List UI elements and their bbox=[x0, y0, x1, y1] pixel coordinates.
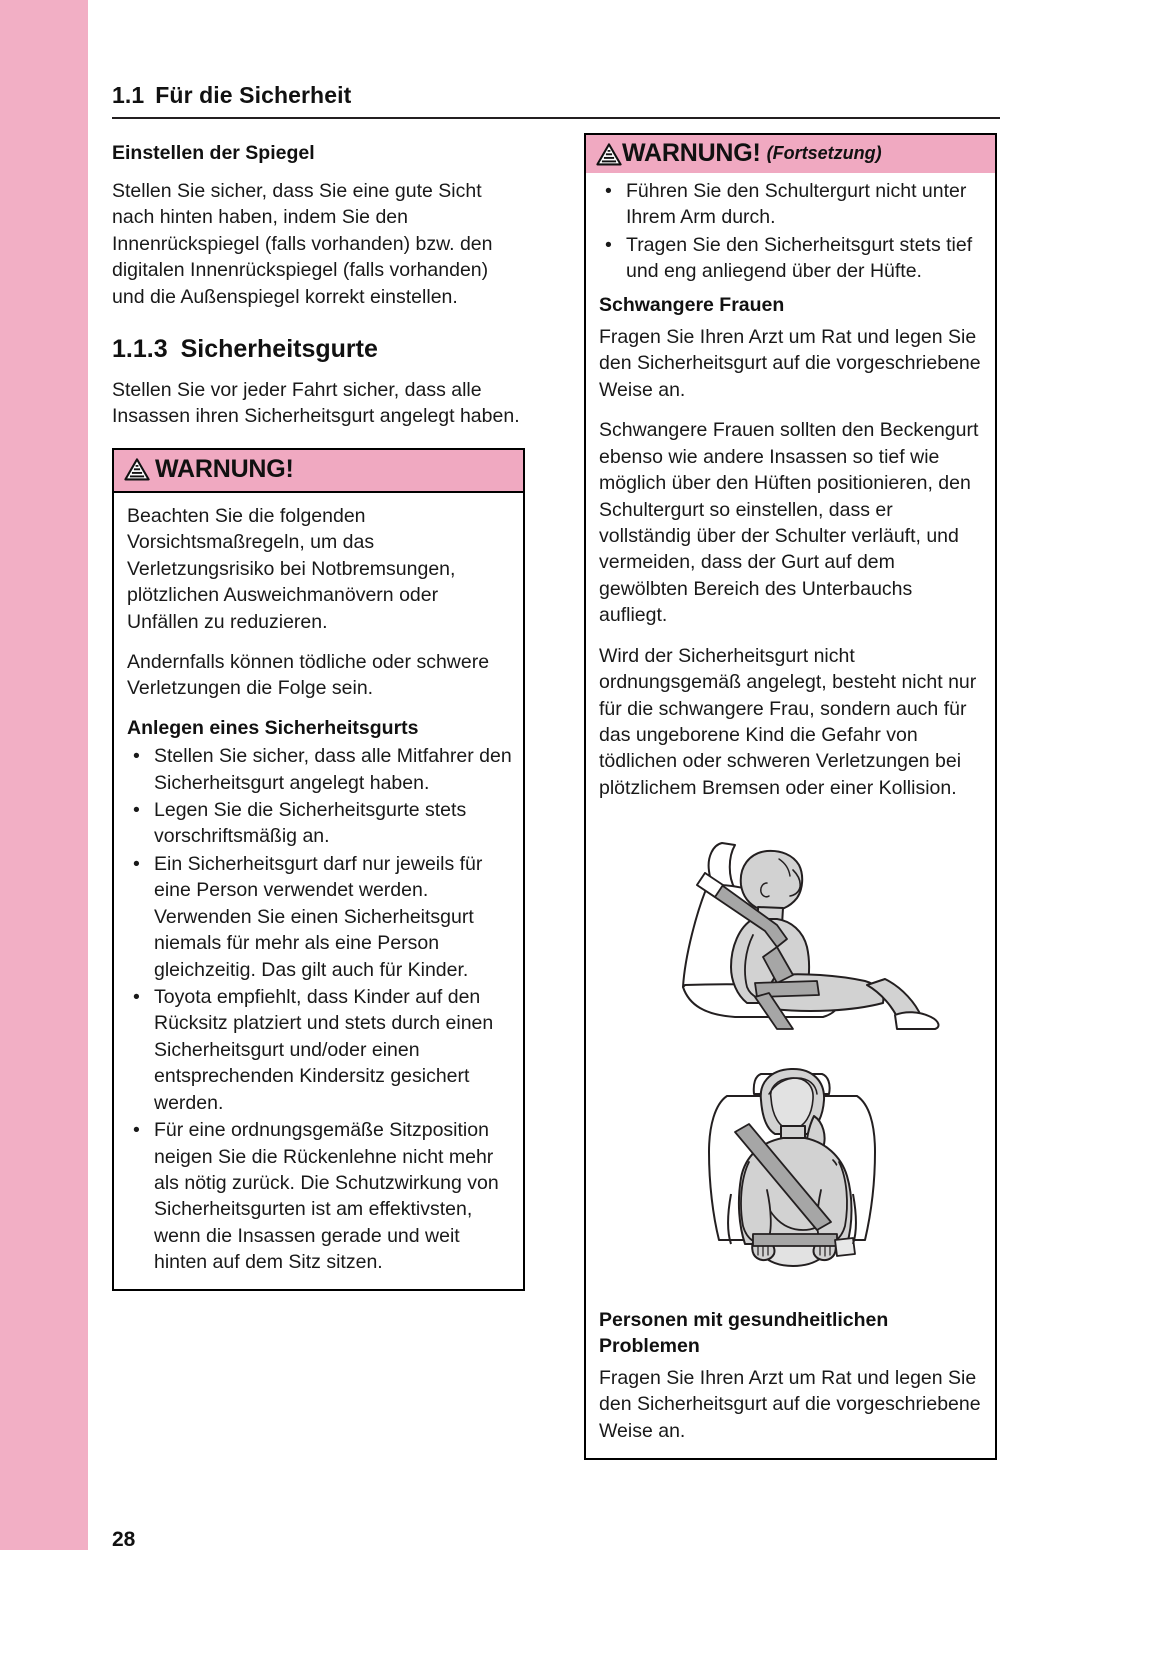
list-item-text: Führen Sie den Schultergurt nicht unter Ihrem Arm durch. bbox=[626, 180, 967, 229]
list-item bbox=[127, 984, 512, 1116]
list-item bbox=[127, 1117, 512, 1276]
bullet-marker: • bbox=[133, 799, 140, 822]
bullet-marker: • bbox=[133, 1119, 140, 1142]
pregnancy-paragraph: Schwangere Frauen sollten den Beckengurt ebenso wie andere Insassen so tief wie möglich über den Hüften positionieren, den Schultergurt so einstellen, dass er vollständig über der Schulter verläuft, und vermeiden, dass der Gurt auf dem gewölbten Bereich des Unterbauchs aufliegt. bbox=[599, 419, 979, 627]
bullet-marker: • bbox=[133, 986, 140, 1008]
list-item bbox=[127, 743, 512, 796]
list-item-text: Ein Sicherheitsgurt darf nur jeweils für eine Person verwendet werden. Verwenden Sie einen Sicherheitsgurt niemals für mehr als eine Person gleichzeitig. Das gilt auch für Kinder. bbox=[154, 852, 483, 981]
list-item bbox=[127, 797, 512, 850]
warning-continuation-label: (Fortsetzung) bbox=[766, 143, 882, 163]
chapter-title: Für die Sicherheit bbox=[155, 82, 352, 108]
pregnant-woman-with-seatbelt-illustration bbox=[599, 1044, 984, 1274]
list-item-text: Tragen Sie den Sicherheitsgurt stets tief und eng anliegend über der Hüfte. bbox=[626, 233, 973, 283]
bullet-marker: • bbox=[605, 180, 612, 202]
warning-triangle-icon bbox=[596, 142, 622, 166]
warning-box-content bbox=[114, 493, 523, 1289]
header-divider bbox=[112, 117, 1000, 119]
mirrors-subheading: Einstellen der Spiegel bbox=[112, 142, 315, 164]
bullet-marker: • bbox=[605, 233, 612, 256]
warning-paragraph: Andernfalls können tödliche oder schwere Verletzungen die Folge sein. bbox=[127, 651, 490, 700]
list-item bbox=[599, 232, 984, 285]
seatbelts-section-title: Sicherheitsgurte bbox=[180, 335, 378, 364]
warning-label: WARNUNG! bbox=[155, 454, 294, 483]
bullet-marker: • bbox=[133, 852, 140, 875]
left-column bbox=[112, 133, 525, 1291]
health-problems-heading: Personen mit gesundheitlichen Problemen bbox=[599, 1309, 889, 1357]
list-item-text: Legen Sie die Sicherheitsgurte stets vorschriftsmäßig an. bbox=[154, 799, 467, 848]
list-item-text: Für eine ordnungsgemäße Sitzposition neigen Sie die Rückenlehne nicht mehr als nötig zurück. Die Schutzwirkung von Sicherheitsgurten ist am effektivsten, wenn die Insassen gerade und weit hinten auf dem Sitz sitzen. bbox=[154, 1119, 499, 1274]
warning-list-heading: Anlegen eines Sicherheitsgurts bbox=[127, 716, 419, 739]
warning-continuation-content bbox=[586, 173, 995, 1458]
page-number: 28 bbox=[112, 1528, 136, 1551]
warning-box-continuation bbox=[584, 133, 997, 1460]
page-canvas bbox=[112, 0, 1112, 1653]
list-item bbox=[127, 851, 512, 983]
figure-spacer bbox=[599, 1274, 984, 1308]
pregnant-women-heading: Schwangere Frauen bbox=[599, 293, 785, 316]
seated-occupant-with-seatbelt-illustration bbox=[599, 815, 984, 1030]
seatbelts-section-number: 1.1.3 bbox=[112, 335, 168, 364]
mirrors-paragraph: Stellen Sie sicher, dass Sie eine gute Sicht nach hinten haben, indem Sie den Innenrückspiegel (falls vorhanden) bzw. den digitalen Innenrückspiegel (falls vorhanden) und die Außenspiegel korrekt einstellen. bbox=[112, 179, 493, 308]
seatbelts-paragraph: Stellen Sie vor jeder Fahrt sicher, dass alle Insassen ihren Sicherheitsgurt angelegt haben. bbox=[112, 379, 520, 428]
right-column bbox=[584, 133, 997, 1460]
chapter-heading bbox=[112, 82, 1000, 117]
page-header bbox=[112, 82, 1000, 119]
list-item-text: Stellen Sie sicher, dass alle Mitfahrer den Sicherheitsgurt angelegt haben. bbox=[154, 745, 512, 794]
warning-box-primary bbox=[112, 448, 525, 1291]
warning-paragraph: Beachten Sie die folgenden Vorsichtsmaßregeln, um das Verletzungsrisiko bei Notbremsungen, plötzlichen Ausweichmanövern oder Unfällen zu reduzieren. bbox=[127, 504, 456, 633]
warning-label: WARNUNG! bbox=[622, 139, 761, 167]
chapter-number: 1.1 bbox=[112, 82, 145, 108]
bullet-marker: • bbox=[133, 745, 140, 768]
health-problems-paragraph: Fragen Sie Ihren Arzt um Rat und legen Sie den Sicherheitsgurt auf die vorgeschriebene Weise an. bbox=[599, 1366, 981, 1442]
chapter-edge-tab bbox=[0, 0, 88, 1550]
pregnancy-paragraph: Wird der Sicherheitsgurt nicht ordnungsgemäß angelegt, besteht nicht nur für die schwangere Frau, sondern auch für das ungeborene Kind die Gefahr von tödlichen oder schweren Verletzungen bei plötzlichem Bremsen oder einer Kollision. bbox=[599, 644, 977, 799]
warning-bullet-list bbox=[127, 743, 512, 1275]
seatbelts-section-heading bbox=[112, 334, 525, 364]
list-item bbox=[599, 178, 984, 231]
pregnancy-paragraph: Fragen Sie Ihren Arzt um Rat und legen Sie den Sicherheitsgurt auf die vorgeschriebene Weise an. bbox=[599, 326, 981, 401]
warning-continuation-bullet-list bbox=[599, 178, 984, 285]
warning-continuation-title-bar bbox=[586, 135, 995, 173]
warning-box-title-bar bbox=[114, 450, 523, 493]
warning-triangle-icon bbox=[124, 457, 150, 481]
list-item-text: Toyota empfiehlt, dass Kinder auf den Rücksitz platziert und stets durch einen Sicherheitsgurt und/oder einen entsprechenden Kindersitz gesichert werden. bbox=[154, 986, 494, 1114]
